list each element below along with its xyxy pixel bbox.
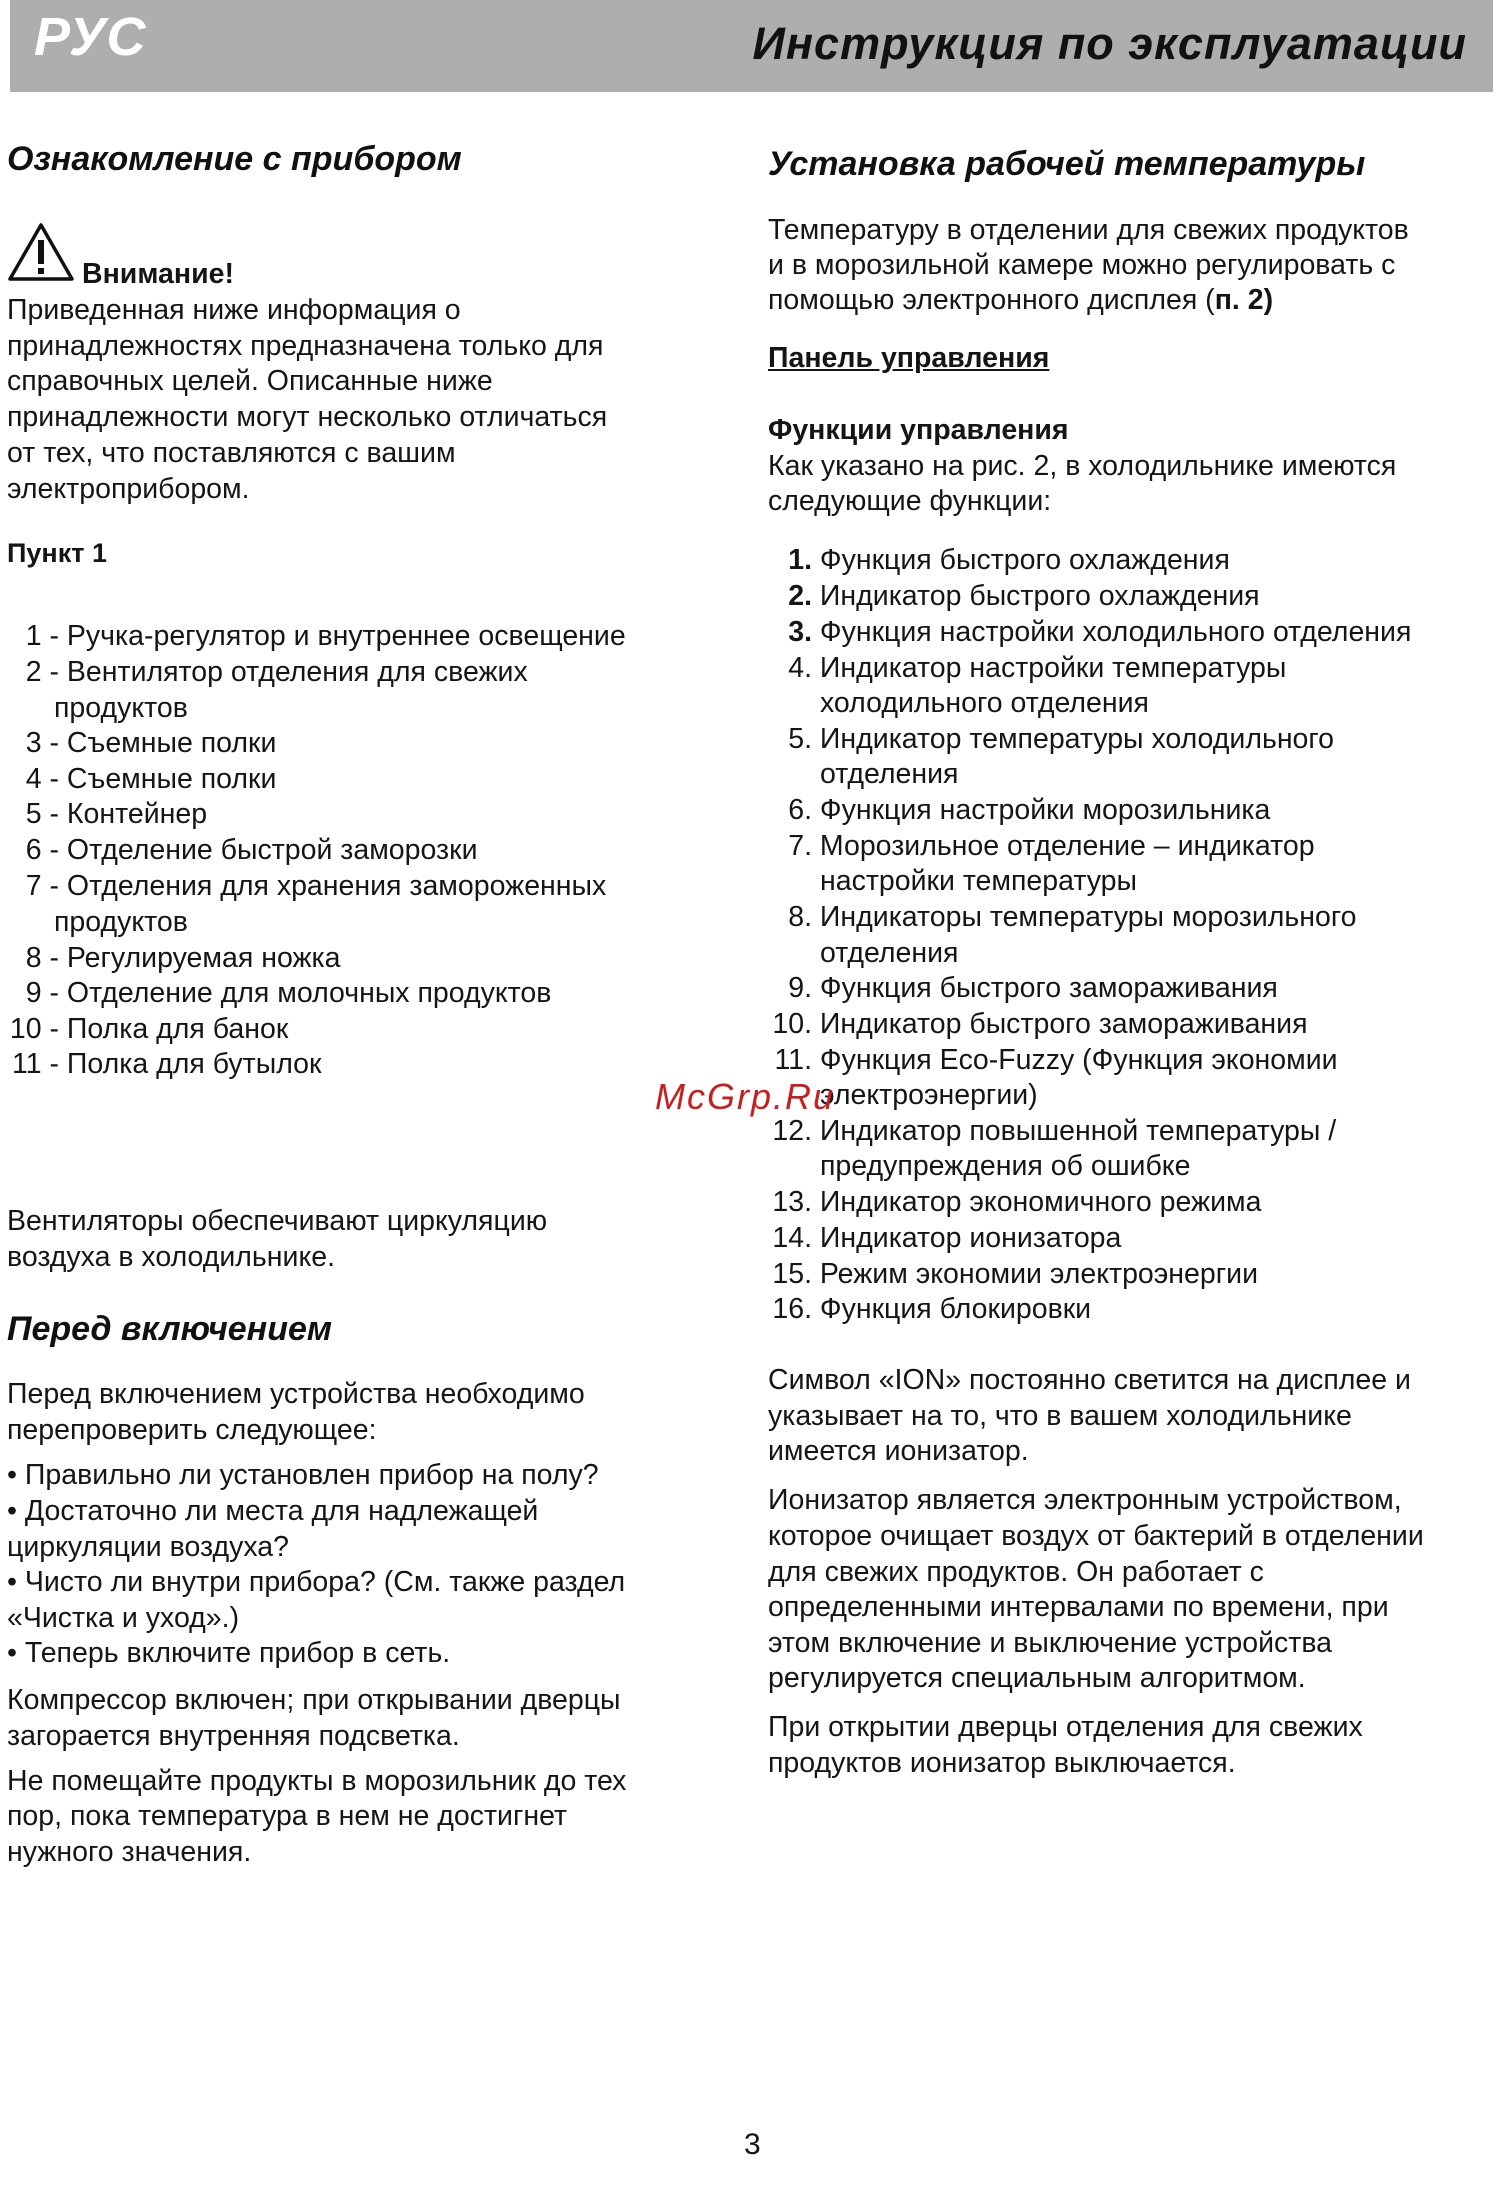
list-item: 4. Индикатор настройки температуры	[788, 652, 1287, 684]
paragraph-line: Как указано на рис. 2, в холодильнике имеются	[768, 450, 1397, 482]
list-item: электроэнергии)	[820, 1079, 1038, 1111]
list-item: 3 - Съемные полки	[25, 727, 277, 759]
paragraph-line: При открытии дверцы отделения для свежих	[768, 1711, 1363, 1743]
paragraph-line: • Чисто ли внутри прибора? (См. также раздел	[7, 1566, 626, 1598]
paragraph-line: определенными интервалами по времени, при	[768, 1591, 1389, 1623]
list-item: 2 - Вентилятор отделения для свежих	[25, 656, 528, 688]
paragraph-line: пор, пока температура в нем не достигнет	[7, 1800, 568, 1832]
list-item: 10. Индикатор быстрого замораживания	[772, 1008, 1308, 1040]
list-item: 10 - Полка для банок	[9, 1013, 289, 1045]
list-item: предупреждения об ошибке	[820, 1150, 1191, 1182]
document-title: Инструкция по эксплуатации	[752, 18, 1467, 69]
warning-line: Приведенная ниже информация о	[7, 294, 461, 326]
list-item: 7 - Отделения для хранения замороженных	[25, 870, 607, 902]
list-item: настройки температуры	[820, 865, 1137, 897]
list-item: 13. Индикатор экономичного режима	[772, 1186, 1262, 1218]
list-item: 14. Индикатор ионизатора	[772, 1222, 1122, 1254]
list-item: 2. Индикатор быстрого охлаждения	[788, 580, 1260, 612]
list-item: 8 - Регулируемая ножка	[25, 942, 341, 974]
list-item: 5 - Контейнер	[25, 798, 208, 830]
paragraph-line: Вентиляторы обеспечивают циркуляцию	[7, 1205, 548, 1237]
list-item: 4 - Съемные полки	[25, 763, 277, 795]
list-item: отделения	[820, 937, 959, 969]
paragraph-line: Компрессор включен; при открывании дверцы	[7, 1684, 621, 1716]
list-item: холодильного отделения	[820, 687, 1149, 719]
before-heading: Перед включением	[7, 1310, 333, 1348]
watermark: McGrp.Ru	[655, 1076, 836, 1117]
paragraph-line: следующие функции:	[768, 485, 1052, 517]
list-item: 6 - Отделение быстрой заморозки	[25, 834, 478, 866]
list-item: 16. Функция блокировки	[772, 1293, 1092, 1325]
list-item: 12. Индикатор повышенной температуры /	[772, 1115, 1337, 1147]
paragraph-line: помощью электронного дисплея (п. 2)	[768, 284, 1274, 316]
intro-heading: Ознакомление с прибором	[7, 140, 462, 178]
list-item: 11 - Полка для бутылок	[12, 1048, 322, 1080]
warning-label: Внимание!	[82, 258, 234, 290]
page-number: 3	[744, 2128, 761, 2161]
temp-heading: Установка рабочей температуры	[768, 145, 1366, 183]
warning-line: принадлежностях предназначена только для	[7, 330, 604, 362]
paragraph-line: Перед включением устройства необходимо	[7, 1378, 585, 1410]
list-item: продуктов	[54, 692, 188, 724]
list-item: 5. Индикатор температуры холодильного	[788, 723, 1335, 755]
figure-reference: п. 2)	[1214, 284, 1274, 316]
list-item: 6. Функция настройки морозильника	[788, 794, 1271, 826]
paragraph-line: Ионизатор является электронным устройством,	[768, 1484, 1402, 1516]
paragraph-line: «Чистка и уход».)	[7, 1602, 240, 1634]
list-item: отделения	[820, 758, 959, 790]
paragraph-line: для свежих продуктов. Он работает с	[768, 1556, 1264, 1588]
list-item: продуктов	[54, 906, 188, 938]
warning-line: принадлежности могут несколько отличаться	[7, 401, 608, 433]
paragraph-line: циркуляции воздуха?	[7, 1531, 289, 1563]
list-item: 3. Функция настройки холодильного отделения	[788, 616, 1412, 648]
list-item: 15. Режим экономии электроэнергии	[772, 1258, 1258, 1290]
list-item: 9 - Отделение для молочных продуктов	[25, 977, 552, 1009]
paragraph-line: регулируется специальным алгоритмом.	[768, 1662, 1306, 1694]
paragraph-line: воздуха в холодильнике.	[7, 1241, 336, 1273]
paragraph-line: продуктов ионизатор выключается.	[768, 1747, 1236, 1779]
warning-line: от тех, что поставляются с вашим	[7, 437, 456, 469]
paragraph-line: Символ «ION» постоянно светится на дисплее и	[768, 1364, 1411, 1396]
paragraph-line: загорается внутренняя подсветка.	[7, 1720, 460, 1752]
paragraph-line: перепроверить следующее:	[7, 1414, 377, 1446]
warning-icon	[7, 222, 75, 282]
list-item: 1. Функция быстрого охлаждения	[788, 544, 1230, 576]
warning-line: справочных целей. Описанные ниже	[7, 365, 493, 397]
paragraph-line: этом включение и выключение устройства	[768, 1627, 1333, 1659]
list-item: 8. Индикаторы температуры морозильного	[788, 901, 1357, 933]
language-label: РУС	[34, 7, 147, 67]
paragraph-line: имеется ионизатор.	[768, 1435, 1029, 1467]
functions-heading: Функции управления	[768, 414, 1069, 446]
item-label: Пункт 1	[7, 538, 107, 568]
paragraph-line: которое очищает воздух от бактерий в отделении	[768, 1520, 1424, 1552]
warning-line: электроприбором.	[7, 473, 250, 505]
list-item: 9. Функция быстрого замораживания	[788, 972, 1278, 1004]
list-item: 1 - Ручка-регулятор и внутреннее освещение	[25, 620, 626, 652]
panel-heading: Панель управления	[768, 342, 1050, 374]
header-bar	[10, 0, 1493, 92]
paragraph-line: и в морозильной камере можно регулировать с	[768, 249, 1396, 281]
paragraph-line: • Правильно ли установлен прибор на полу?	[7, 1459, 599, 1491]
list-item: 11. Функция Eco-Fuzzy (Функция экономии	[774, 1044, 1338, 1076]
list-item: 7. Морозильное отделение – индикатор	[788, 830, 1315, 862]
paragraph-line: указывает на то, что в вашем холодильнике	[768, 1400, 1352, 1432]
paragraph-line: Температуру в отделении для свежих продуктов	[768, 214, 1409, 246]
paragraph-line: • Теперь включите прибор в сеть.	[7, 1637, 451, 1669]
paragraph-line: нужного значения.	[7, 1836, 252, 1868]
paragraph-line: Не помещайте продукты в морозильник до тех	[7, 1765, 627, 1797]
paragraph-line: • Достаточно ли места для надлежащей	[7, 1495, 539, 1527]
